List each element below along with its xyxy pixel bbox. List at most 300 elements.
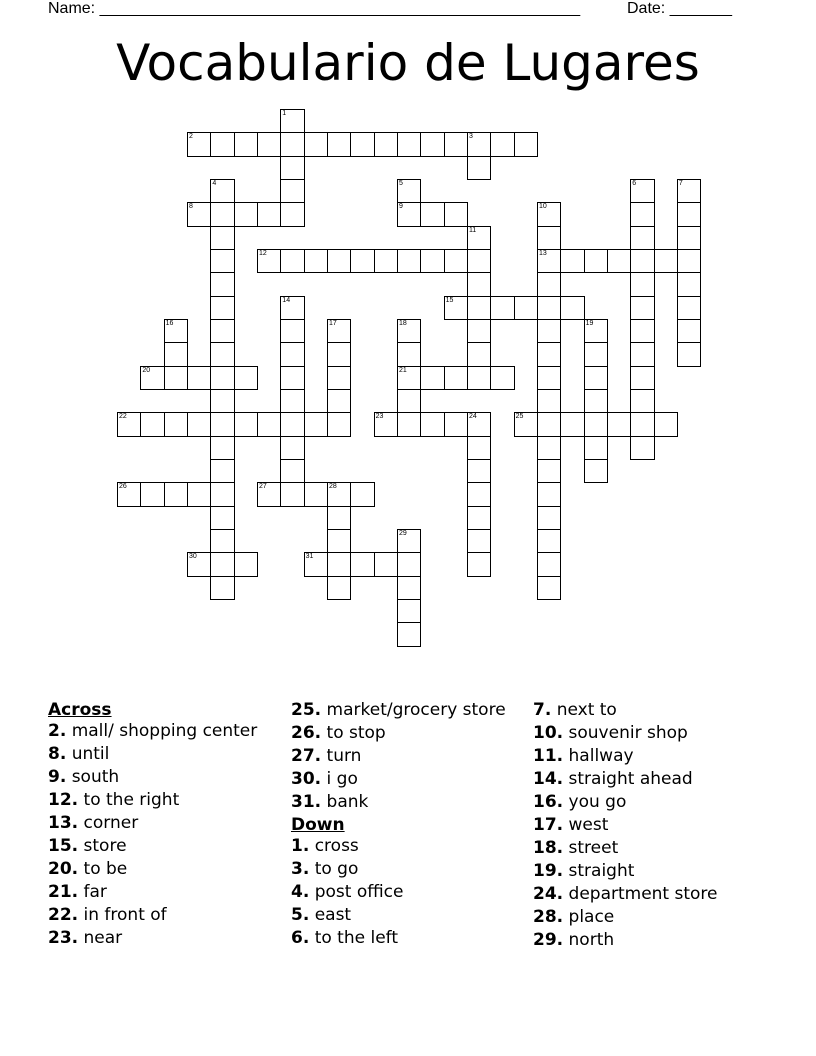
cell-number: 1	[282, 110, 287, 117]
grid-cell[interactable]	[234, 202, 258, 226]
clue-text: i go	[321, 769, 358, 789]
grid-cell[interactable]	[560, 249, 584, 273]
grid-cell[interactable]	[420, 366, 444, 390]
grid-cell[interactable]	[630, 389, 654, 413]
grid-cell[interactable]	[467, 529, 491, 553]
grid-cell[interactable]	[537, 272, 561, 296]
across-clue	[48, 928, 268, 949]
grid-cell[interactable]	[537, 482, 561, 506]
grid-cell[interactable]	[444, 366, 468, 390]
grid-cell[interactable]	[280, 412, 304, 436]
across-clue	[291, 723, 531, 744]
grid-cell[interactable]	[630, 272, 654, 296]
clue-number: 16.	[533, 792, 564, 812]
clue-number: 18.	[533, 838, 564, 858]
cell-number: 6	[632, 179, 637, 187]
grid-cell[interactable]	[234, 132, 258, 156]
across-clue	[48, 813, 268, 834]
grid-cell[interactable]	[467, 319, 491, 343]
grid-cell[interactable]	[467, 296, 491, 320]
across-clue	[48, 836, 268, 857]
grid-cell[interactable]	[140, 482, 164, 506]
grid-cell[interactable]	[630, 296, 654, 320]
grid-cell[interactable]	[444, 249, 468, 273]
grid-cell[interactable]	[374, 552, 398, 576]
grid-cell[interactable]	[210, 132, 234, 156]
grid-cell[interactable]	[397, 412, 421, 436]
clue-text: place	[563, 907, 615, 927]
grid-cell[interactable]	[327, 576, 351, 600]
grid-cell[interactable]	[397, 576, 421, 600]
across-clue	[48, 859, 268, 880]
clue-number: 6.	[291, 927, 310, 948]
grid-cell[interactable]	[374, 412, 398, 436]
cell-number: 5	[398, 179, 403, 187]
grid-cell[interactable]	[210, 296, 234, 320]
clue-number: 24.	[533, 884, 564, 904]
clue-number: 7.	[533, 700, 552, 720]
cell-number: 15	[445, 296, 454, 304]
clue-text: you go	[563, 792, 627, 812]
clue-text: to the right	[78, 789, 180, 810]
grid-cell[interactable]	[444, 132, 468, 156]
grid-cell[interactable]	[164, 412, 188, 436]
grid-cell[interactable]	[584, 342, 608, 366]
clue-text: corner	[78, 812, 139, 833]
clue-number: 20.	[48, 858, 79, 879]
grid-cell[interactable]	[397, 249, 421, 273]
grid-cell[interactable]	[537, 506, 561, 530]
down-clue	[533, 884, 793, 905]
grid-cell[interactable]	[630, 366, 654, 390]
grid-cell[interactable]	[280, 156, 304, 180]
grid-cell[interactable]	[280, 202, 304, 226]
down-clue	[291, 882, 531, 903]
grid-cell[interactable]	[257, 202, 281, 226]
grid-cell[interactable]	[210, 342, 234, 366]
grid-cell[interactable]	[117, 482, 141, 506]
grid-cell[interactable]	[327, 132, 351, 156]
grid-cell[interactable]	[537, 319, 561, 343]
clue-number: 3.	[291, 858, 310, 879]
grid-cell[interactable]	[607, 249, 631, 273]
grid-cell[interactable]	[164, 319, 188, 343]
grid-cell[interactable]	[397, 319, 421, 343]
grid-cell[interactable]	[397, 622, 421, 646]
clue-number: 5.	[291, 904, 310, 925]
clue-text: until	[66, 743, 110, 764]
grid-cell[interactable]	[630, 436, 654, 460]
grid-cell[interactable]	[677, 202, 701, 226]
cell-number: 27	[258, 483, 267, 491]
cell-number: 12	[258, 249, 267, 257]
grid-cell[interactable]	[280, 109, 304, 133]
grid-cell[interactable]	[490, 132, 514, 156]
grid-cell[interactable]	[444, 202, 468, 226]
grid-cell[interactable]	[234, 552, 258, 576]
down-clue	[533, 861, 793, 882]
across-clue	[291, 700, 531, 721]
grid-cell[interactable]	[187, 482, 211, 506]
clue-number: 21.	[48, 881, 79, 902]
grid-cell[interactable]	[467, 249, 491, 273]
grid-cell[interactable]	[210, 436, 234, 460]
grid-cell[interactable]	[350, 482, 374, 506]
clue-number: 23.	[48, 927, 79, 948]
clue-number: 11.	[533, 746, 564, 766]
grid-cell[interactable]	[397, 552, 421, 576]
grid-cell[interactable]	[280, 249, 304, 273]
grid-cell[interactable]	[280, 366, 304, 390]
grid-cell[interactable]	[210, 179, 234, 203]
clue-number: 12.	[48, 789, 79, 810]
grid-cell[interactable]	[677, 319, 701, 343]
clue-text: east	[309, 904, 352, 925]
page-title: Vocabulario de Lugares	[116, 34, 700, 92]
down-clue	[291, 905, 531, 926]
grid-cell[interactable]	[210, 482, 234, 506]
across-clue	[48, 790, 268, 811]
grid-cell[interactable]	[187, 366, 211, 390]
grid-cell[interactable]	[234, 366, 258, 390]
grid-cell[interactable]	[677, 342, 701, 366]
grid-cell[interactable]	[210, 226, 234, 250]
grid-cell[interactable]	[187, 132, 211, 156]
grid-cell[interactable]	[397, 179, 421, 203]
clue-text: to be	[78, 858, 128, 879]
grid-cell[interactable]	[560, 412, 584, 436]
grid-cell[interactable]	[584, 459, 608, 483]
cell-number: 7	[678, 179, 683, 187]
across-clue	[48, 721, 268, 742]
grid-cell[interactable]	[537, 342, 561, 366]
grid-cell[interactable]	[210, 506, 234, 530]
grid-cell[interactable]	[584, 366, 608, 390]
grid-cell[interactable]	[210, 319, 234, 343]
grid-cell[interactable]	[490, 296, 514, 320]
across-clue	[48, 905, 268, 926]
grid-cell[interactable]	[280, 436, 304, 460]
grid-cell[interactable]	[514, 132, 538, 156]
down-clue	[533, 746, 793, 767]
name-field[interactable]: Name: ______________________________________________________	[48, 0, 581, 17]
clue-number: 1.	[291, 835, 310, 856]
grid-cell[interactable]	[630, 179, 654, 203]
grid-cell[interactable]	[654, 412, 678, 436]
grid-cell[interactable]	[257, 249, 281, 273]
grid-cell[interactable]	[397, 599, 421, 623]
grid-cell[interactable]	[210, 459, 234, 483]
grid-cell[interactable]	[164, 366, 188, 390]
grid-cell[interactable]	[280, 179, 304, 203]
date-field[interactable]: Date: _______	[627, 0, 732, 17]
down-clue	[533, 907, 793, 928]
grid-cell[interactable]	[234, 412, 258, 436]
grid-cell[interactable]	[444, 412, 468, 436]
across-clue	[48, 744, 268, 765]
grid-cell[interactable]	[467, 342, 491, 366]
grid-cell[interactable]	[444, 296, 468, 320]
clue-text: to the left	[309, 927, 399, 948]
grid-cell[interactable]	[327, 482, 351, 506]
grid-cell[interactable]	[210, 412, 234, 436]
grid-cell[interactable]	[537, 459, 561, 483]
grid-cell[interactable]	[467, 482, 491, 506]
grid-cell[interactable]	[654, 249, 678, 273]
grid-cell[interactable]	[677, 226, 701, 250]
grid-cell[interactable]	[420, 132, 444, 156]
clue-number: 8.	[48, 743, 67, 764]
clue-text: department store	[563, 884, 718, 904]
grid-cell[interactable]	[467, 506, 491, 530]
down-clue	[533, 792, 793, 813]
grid-cell[interactable]	[514, 296, 538, 320]
grid-cell[interactable]	[397, 389, 421, 413]
grid-cell[interactable]	[187, 552, 211, 576]
grid-cell[interactable]	[280, 132, 304, 156]
grid-cell[interactable]	[350, 552, 374, 576]
grid-cell[interactable]	[397, 202, 421, 226]
clue-text: in front of	[78, 904, 167, 925]
grid-cell[interactable]	[280, 296, 304, 320]
clue-text: north	[563, 930, 615, 950]
cell-number: 29	[398, 529, 407, 537]
clue-column-2	[291, 700, 531, 951]
clue-text: mall/ shopping center	[66, 720, 258, 741]
clue-text: straight	[563, 861, 635, 881]
cell-number: 14	[282, 296, 291, 304]
grid-cell[interactable]	[327, 366, 351, 390]
grid-cell[interactable]	[584, 389, 608, 413]
clue-number: 10.	[533, 723, 564, 743]
grid-cell[interactable]	[350, 249, 374, 273]
grid-cell[interactable]	[280, 319, 304, 343]
grid-cell[interactable]	[327, 506, 351, 530]
grid-cell[interactable]	[584, 319, 608, 343]
grid-cell[interactable]	[467, 552, 491, 576]
cell-number: 30	[188, 553, 197, 561]
grid-cell[interactable]	[584, 436, 608, 460]
grid-cell[interactable]	[257, 412, 281, 436]
grid-cell[interactable]	[537, 226, 561, 250]
cell-number: 25	[515, 413, 524, 421]
grid-cell[interactable]	[280, 459, 304, 483]
grid-cell[interactable]	[537, 296, 561, 320]
grid-cell[interactable]	[304, 552, 328, 576]
cell-number: 9	[398, 203, 403, 211]
down-clue	[291, 859, 531, 880]
grid-cell[interactable]	[467, 366, 491, 390]
grid-cell[interactable]	[467, 459, 491, 483]
grid-cell[interactable]	[187, 412, 211, 436]
clue-text: straight ahead	[563, 769, 693, 789]
grid-cell[interactable]	[210, 552, 234, 576]
grid-cell[interactable]	[537, 389, 561, 413]
grid-cell[interactable]	[584, 249, 608, 273]
grid-cell[interactable]	[630, 226, 654, 250]
across-clue	[48, 767, 268, 788]
grid-cell[interactable]	[140, 366, 164, 390]
cell-number: 2	[188, 133, 193, 141]
clue-text: to go	[309, 858, 359, 879]
cell-number: 8	[188, 203, 193, 211]
grid-cell[interactable]	[467, 412, 491, 436]
grid-cell[interactable]	[537, 412, 561, 436]
clue-text: post office	[309, 881, 404, 902]
cell-number: 22	[119, 413, 127, 421]
clue-number: 13.	[48, 812, 79, 833]
grid-cell[interactable]	[327, 529, 351, 553]
grid-cell[interactable]	[537, 436, 561, 460]
grid-cell[interactable]	[677, 272, 701, 296]
grid-cell[interactable]	[607, 412, 631, 436]
grid-cell[interactable]	[467, 226, 491, 250]
cell-number: 24	[468, 413, 477, 421]
cell-number: 17	[328, 319, 337, 327]
clue-number: 31.	[291, 792, 322, 812]
clue-number: 25.	[291, 700, 322, 720]
grid-cell[interactable]	[374, 132, 398, 156]
grid-cell[interactable]	[537, 576, 561, 600]
grid-cell[interactable]	[677, 179, 701, 203]
grid-cell[interactable]	[257, 132, 281, 156]
grid-cell[interactable]	[304, 249, 328, 273]
grid-cell[interactable]	[537, 249, 561, 273]
grid-cell[interactable]	[327, 342, 351, 366]
grid-cell[interactable]	[327, 249, 351, 273]
grid-cell[interactable]	[210, 389, 234, 413]
across-clue	[291, 746, 531, 767]
grid-cell[interactable]	[490, 366, 514, 390]
cell-number: 10	[538, 203, 547, 211]
grid-cell[interactable]	[537, 366, 561, 390]
grid-cell[interactable]	[397, 366, 421, 390]
clue-text: west	[563, 815, 609, 835]
cell-number: 19	[585, 319, 594, 327]
cell-number: 23	[375, 413, 384, 421]
clue-text: south	[66, 766, 120, 787]
grid-cell[interactable]	[584, 412, 608, 436]
grid-cell[interactable]	[210, 202, 234, 226]
grid-cell[interactable]	[304, 412, 328, 436]
grid-cell[interactable]	[420, 412, 444, 436]
grid-cell[interactable]	[304, 482, 328, 506]
grid-cell[interactable]	[210, 249, 234, 273]
grid-cell[interactable]	[280, 342, 304, 366]
clue-number: 9.	[48, 766, 67, 787]
grid-cell[interactable]	[210, 272, 234, 296]
grid-cell[interactable]	[280, 482, 304, 506]
cell-number: 13	[538, 249, 547, 257]
grid-cell[interactable]	[514, 412, 538, 436]
grid-cell[interactable]	[397, 529, 421, 553]
grid-cell[interactable]	[630, 319, 654, 343]
grid-cell[interactable]	[467, 132, 491, 156]
down-clue	[533, 769, 793, 790]
grid-cell[interactable]	[677, 249, 701, 273]
clue-number: 28.	[533, 907, 564, 927]
grid-cell[interactable]	[117, 412, 141, 436]
grid-cell[interactable]	[210, 576, 234, 600]
grid-cell[interactable]	[210, 529, 234, 553]
grid-cell[interactable]	[140, 412, 164, 436]
grid-cell[interactable]	[537, 529, 561, 553]
clue-text: cross	[309, 835, 359, 856]
grid-cell[interactable]	[280, 389, 304, 413]
down-clue	[533, 838, 793, 859]
cell-number: 31	[305, 553, 314, 561]
cell-number: 20	[142, 366, 151, 374]
grid-cell[interactable]	[257, 482, 281, 506]
grid-cell[interactable]	[164, 342, 188, 366]
cell-number: 4	[212, 179, 217, 187]
clue-text: store	[78, 835, 127, 856]
clue-text: street	[563, 838, 619, 858]
clue-text: bank	[321, 792, 369, 812]
clue-number: 2.	[48, 720, 67, 741]
clue-number: 30.	[291, 769, 322, 789]
grid-cell[interactable]	[164, 482, 188, 506]
grid-cell[interactable]	[420, 202, 444, 226]
clue-column-3	[533, 700, 793, 953]
grid-cell[interactable]	[397, 132, 421, 156]
grid-cell[interactable]	[467, 156, 491, 180]
clue-text: far	[78, 881, 107, 902]
grid-cell[interactable]	[350, 132, 374, 156]
grid-cell[interactable]	[537, 552, 561, 576]
across-clue	[291, 769, 531, 790]
clue-text: to stop	[321, 723, 386, 743]
grid-cell[interactable]	[467, 436, 491, 460]
down-clue	[291, 836, 531, 857]
grid-cell[interactable]	[630, 412, 654, 436]
clue-text: hallway	[563, 746, 634, 766]
cell-number: 28	[328, 483, 337, 491]
across-clue	[291, 792, 531, 813]
clue-number: 17.	[533, 815, 564, 835]
grid-cell[interactable]	[327, 552, 351, 576]
grid-cell[interactable]	[374, 249, 398, 273]
grid-cell[interactable]	[630, 249, 654, 273]
cell-number: 26	[119, 483, 127, 491]
grid-cell[interactable]	[467, 272, 491, 296]
grid-cell[interactable]	[210, 366, 234, 390]
grid-cell[interactable]	[560, 296, 584, 320]
grid-cell[interactable]	[304, 132, 328, 156]
grid-cell[interactable]	[187, 202, 211, 226]
cell-number: 11	[468, 226, 477, 234]
clue-number: 29.	[533, 930, 564, 950]
grid-cell[interactable]	[630, 342, 654, 366]
down-clue	[533, 815, 793, 836]
grid-cell[interactable]	[327, 412, 351, 436]
clue-column-1	[48, 700, 268, 951]
grid-cell[interactable]	[677, 296, 701, 320]
across-clue	[48, 882, 268, 903]
grid-cell[interactable]	[420, 249, 444, 273]
clue-number: 15.	[48, 835, 79, 856]
grid-cell[interactable]	[630, 202, 654, 226]
clue-text: next to	[551, 700, 617, 720]
grid-cell[interactable]	[327, 319, 351, 343]
clue-text: near	[78, 927, 123, 948]
clue-number: 22.	[48, 904, 79, 925]
across-heading: Across	[48, 700, 112, 720]
grid-cell[interactable]	[397, 342, 421, 366]
grid-cell[interactable]	[327, 389, 351, 413]
grid-cell[interactable]	[537, 202, 561, 226]
clue-text: turn	[321, 746, 362, 766]
